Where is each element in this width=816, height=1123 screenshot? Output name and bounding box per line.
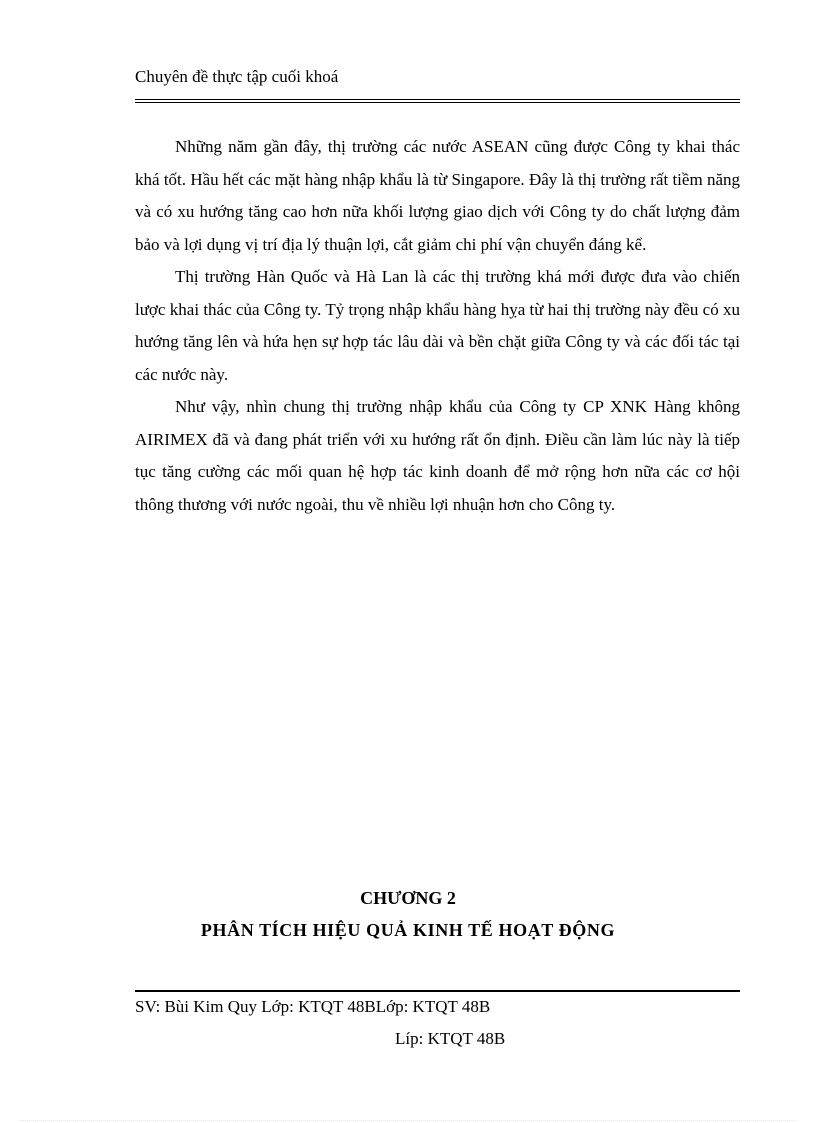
header-rule-top (135, 99, 740, 100)
body-text (135, 131, 740, 521)
body-paragraph: Thị trường Hàn Quốc và Hà Lan là các thị trường khá mới được đưa vào chiến lược khai thác của Công ty. Tỷ trọng nhập khẩu hàng hỵa từ hai thị trường này đều có xu hướng tăng lên và hứa hẹn sự hợp tác lâu dài và bền chặt giữa Công ty và các đối tác tại các nước này. (135, 267, 740, 384)
header-rule-bottom (135, 102, 740, 103)
footer-rule (135, 990, 740, 992)
footer-class-info: Líp: KTQT 48B (395, 1029, 506, 1048)
body-paragraph: Như vậy, nhìn chung thị trường nhập khẩu của Công ty CP XNK Hàng không AIRIMEX đã và đang phát triển với xu hướng rất ổn định. Điều cần làm lúc này là tiếp tục tăng cường các mối quan hệ hợp tác kinh doanh để mở rộng hơn nữa các cơ hội thông thương với nước ngoài, thu về nhiều lợi nhuận hơn cho Công ty. (135, 397, 740, 514)
page-header-title: Chuyên đề thực tập cuối khoá (135, 67, 339, 86)
chapter-title: PHÂN TÍCH HIỆU QUẢ KINH TẾ HOẠT ĐỘNG (200, 920, 616, 940)
chapter-number: CHƯƠNG 2 (360, 888, 456, 908)
page-bottom-edge (20, 1120, 796, 1121)
footer-student-info: SV: Bùi Kim Quy Lớp: KTQT 48BLớp: KTQT 48B (135, 997, 491, 1016)
body-paragraph: Những năm gần đây, thị trường các nước ASEAN cũng được Công ty khai thác khá tốt. Hầu hết các mặt hàng nhập khẩu là từ Singapore. Đây là thị trường rất tiềm năng và có xu hướng tăng cao hơn nữa khối lượng giao dịch với Công ty do chất lượng đảm bảo và lợi dụng vị trí địa lý thuận lợi, cắt giảm chi phí vận chuyển đáng kể. (135, 137, 740, 254)
